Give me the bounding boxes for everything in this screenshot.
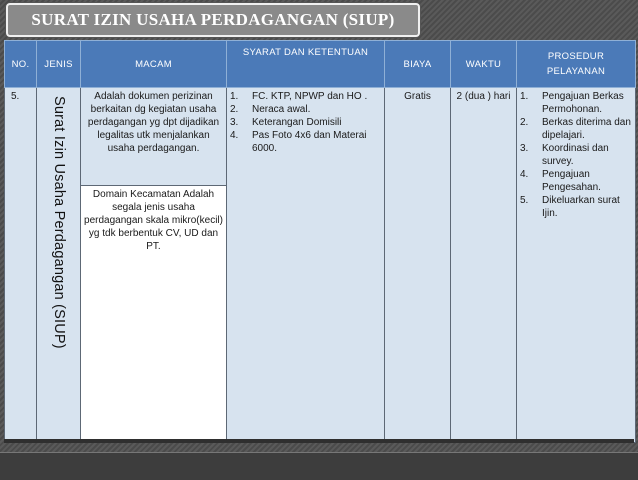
list-item	[520, 90, 632, 116]
header-no: NO.	[5, 41, 37, 88]
header-prosedur: PROSEDUR PELAYANAN	[517, 41, 636, 88]
cell-biaya: Gratis	[385, 88, 451, 443]
header-macam: MACAM	[81, 41, 227, 88]
panel-shadow	[4, 439, 634, 443]
list-item	[230, 116, 381, 129]
list-item-text: Neraca awal.	[252, 104, 311, 115]
list-item-number: 5.	[520, 195, 529, 206]
cell-macam-definition: Adalah dokumen perizinan berkaitan dg kegiatan usaha perdagangan yg dpt dijadikan legalitas utk menjalankan usaha perdagangan.	[81, 88, 227, 186]
cell-no: 5.	[5, 88, 37, 443]
list-item-number: 1.	[230, 91, 239, 102]
list-item	[520, 116, 632, 142]
slide-title: SURAT IZIN USAHA PERDAGANGAN (SIUP)	[31, 10, 395, 29]
list-item	[230, 129, 381, 155]
list-item-text: FC. KTP, NPWP dan HO .	[252, 91, 368, 102]
list-item-text: Pengajuan Berkas Permohonan.	[542, 91, 624, 115]
prosedur-list	[520, 90, 632, 220]
list-item-number: 4.	[520, 169, 529, 180]
list-item	[230, 90, 381, 103]
list-item	[520, 168, 632, 194]
slide-title-box	[6, 3, 420, 37]
siup-table	[4, 40, 636, 443]
list-item-text: Berkas diterima dan dipelajari.	[542, 117, 631, 141]
list-item-text: Pas Foto 4x6 dan Materai 6000.	[252, 130, 367, 154]
footer-bar	[0, 452, 638, 480]
list-item-text: Dikeluarkan surat Ijin.	[542, 195, 620, 219]
list-item-number: 1.	[520, 91, 529, 102]
list-item	[230, 103, 381, 116]
list-item-number: 2.	[520, 117, 529, 128]
list-item-text: Pengajuan Pengesahan.	[542, 169, 601, 193]
cell-waktu: 2 (dua ) hari	[451, 88, 517, 443]
table-row	[5, 88, 636, 186]
list-item-text: Koordinasi dan survey.	[542, 143, 609, 167]
list-item	[520, 142, 632, 168]
cell-syarat	[227, 88, 385, 443]
list-item-number: 4.	[230, 130, 239, 141]
table-header-row	[5, 41, 636, 88]
jenis-vertical-text: Surat Izin Usaha Perdagangan (SIUP)	[51, 96, 67, 349]
list-item	[520, 194, 632, 220]
cell-prosedur	[517, 88, 636, 443]
syarat-list	[230, 90, 381, 155]
header-syarat: SYARAT DAN KETENTUAN	[227, 41, 385, 88]
list-item-number: 3.	[520, 143, 529, 154]
header-jenis: JENIS	[37, 41, 81, 88]
header-waktu: WAKTU	[451, 41, 517, 88]
list-item-number: 3.	[230, 117, 239, 128]
cell-jenis	[37, 88, 81, 443]
cell-macam-domain: Domain Kecamatan Adalah segala jenis usaha perdagangan skala mikro(kecil) yg tdk berbentuk CV, UD dan PT.	[81, 186, 227, 443]
list-item-number: 2.	[230, 104, 239, 115]
header-biaya: BIAYA	[385, 41, 451, 88]
list-item-text: Keterangan Domisili	[252, 117, 342, 128]
